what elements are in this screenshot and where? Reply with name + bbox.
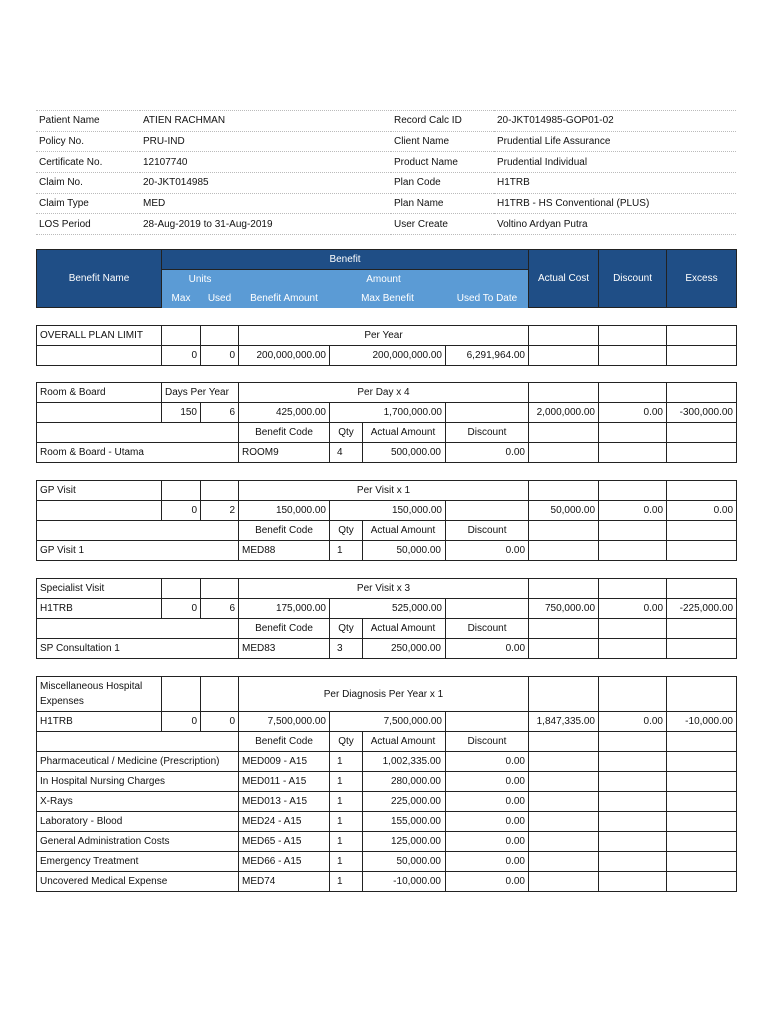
info-value: Prudential Life Assurance bbox=[494, 131, 736, 152]
section-name: Miscellaneous Hospital Expenses bbox=[37, 677, 162, 712]
info-value: ATIEN RACHMAN bbox=[140, 111, 391, 132]
item-qty: 1 bbox=[330, 872, 363, 891]
section-name: OVERALL PLAN LIMIT bbox=[37, 326, 162, 346]
info-label: User Create bbox=[391, 214, 494, 235]
info-label: Certificate No. bbox=[36, 152, 140, 173]
item-discount: 0.00 bbox=[446, 792, 529, 812]
sub-header-qty: Qty bbox=[330, 521, 363, 540]
sub-header-benefit-code: Benefit Code bbox=[239, 521, 330, 541]
item-qty: 1 bbox=[330, 812, 363, 831]
item-qty: 1 bbox=[330, 541, 363, 560]
item-name: Emergency Treatment bbox=[37, 852, 239, 872]
header-discount: Discount bbox=[599, 250, 667, 308]
actual-cost: 1,847,335.00 bbox=[529, 712, 599, 732]
header-max: Max bbox=[162, 289, 201, 308]
item-discount: 0.00 bbox=[446, 639, 529, 659]
sub-header-benefit-code: Benefit Code bbox=[239, 732, 330, 752]
header-used-to-date: Used To Date bbox=[446, 289, 529, 308]
info-label: Client Name bbox=[391, 131, 494, 152]
sub-header-actual-amount: Actual Amount bbox=[370, 623, 436, 634]
discount: 0.00 bbox=[599, 501, 667, 521]
item-amount: 250,000.00 bbox=[390, 643, 441, 654]
units-used: 6 bbox=[201, 599, 239, 619]
excess: 0.00 bbox=[667, 501, 737, 521]
excess: -300,000.00 bbox=[667, 403, 737, 423]
item-amount: -10,000.00 bbox=[393, 876, 441, 887]
section-name: Room & Board bbox=[37, 383, 162, 403]
item-qty: 1 bbox=[330, 832, 363, 851]
used-to-date: 6,291,964.00 bbox=[446, 346, 529, 366]
plan-code: H1TRB bbox=[37, 712, 162, 732]
item-discount: 0.00 bbox=[446, 812, 529, 832]
item-name: X-Rays bbox=[37, 792, 239, 812]
item-name: In Hospital Nursing Charges bbox=[37, 772, 239, 792]
item-discount: 0.00 bbox=[446, 832, 529, 852]
section-period: Per Visit x 3 bbox=[239, 579, 529, 599]
table-row bbox=[37, 443, 737, 463]
discount: 0.00 bbox=[599, 599, 667, 619]
item-qty: 1 bbox=[330, 772, 363, 791]
info-label: Product Name bbox=[391, 152, 494, 173]
sub-header-actual-amount: Actual Amount bbox=[370, 427, 436, 438]
item-qty: 1 bbox=[330, 752, 363, 771]
sub-header-discount: Discount bbox=[446, 619, 529, 639]
sub-header-actual-amount: Actual Amount bbox=[370, 525, 436, 536]
units-max: 0 bbox=[162, 501, 201, 521]
item-qty: 1 bbox=[330, 792, 363, 811]
info-label: Claim No. bbox=[36, 173, 140, 194]
max-benefit: 525,000.00 bbox=[330, 599, 446, 619]
section-period: Per Visit x 1 bbox=[239, 481, 529, 501]
item-amount: 280,000.00 bbox=[390, 776, 441, 787]
item-code: MED65 - A15 bbox=[239, 832, 330, 852]
info-value: PRU-IND bbox=[140, 131, 391, 152]
item-code: MED83 bbox=[239, 639, 330, 659]
item-discount: 0.00 bbox=[446, 852, 529, 872]
info-value: MED bbox=[140, 193, 391, 214]
section-period: Per Year bbox=[239, 326, 529, 346]
table-row bbox=[37, 541, 737, 561]
sub-header-discount: Discount bbox=[446, 521, 529, 541]
item-code: MED013 - A15 bbox=[239, 792, 330, 812]
benefit-amount: 7,500,000.00 bbox=[239, 712, 330, 732]
item-code: MED74 bbox=[239, 872, 330, 892]
sub-header-qty-amount bbox=[330, 423, 446, 443]
max-benefit: 1,700,000.00 bbox=[330, 403, 446, 423]
benefit-amount: 150,000.00 bbox=[239, 501, 330, 521]
item-amount: 125,000.00 bbox=[390, 836, 441, 847]
units-max: 0 bbox=[162, 712, 201, 732]
item-amount: 500,000.00 bbox=[390, 447, 441, 458]
item-qty: 3 bbox=[330, 639, 363, 658]
item-amount: 1,002,335.00 bbox=[382, 756, 441, 767]
info-value: 12107740 bbox=[140, 152, 391, 173]
info-value: Voltino Ardyan Putra bbox=[494, 214, 736, 235]
units-max: 0 bbox=[162, 599, 201, 619]
benefit-header bbox=[36, 249, 737, 308]
item-name: GP Visit 1 bbox=[37, 541, 239, 561]
item-amount: 50,000.00 bbox=[396, 545, 441, 556]
item-name: Pharmaceutical / Medicine (Prescription) bbox=[37, 752, 239, 772]
units-used: 0 bbox=[201, 712, 239, 732]
units-used: 2 bbox=[201, 501, 239, 521]
table-row bbox=[37, 832, 737, 852]
sub-header-discount: Discount bbox=[446, 732, 529, 752]
info-label: Patient Name bbox=[36, 111, 140, 132]
item-name: Laboratory - Blood bbox=[37, 812, 239, 832]
units-label: Days Per Year bbox=[162, 383, 239, 403]
item-name: SP Consultation 1 bbox=[37, 639, 239, 659]
gp-visit-section bbox=[36, 480, 737, 561]
header-excess: Excess bbox=[667, 250, 737, 308]
info-row bbox=[36, 111, 736, 132]
section-name: Specialist Visit bbox=[37, 579, 162, 599]
info-value: 20-JKT014985-GOP01-02 bbox=[494, 111, 736, 132]
benefit-amount: 175,000.00 bbox=[239, 599, 330, 619]
info-label: Record Calc ID bbox=[391, 111, 494, 132]
item-qty: 4 bbox=[330, 443, 363, 462]
sub-header-qty: Qty bbox=[330, 619, 363, 638]
info-row bbox=[36, 214, 736, 235]
info-label: Plan Code bbox=[391, 173, 494, 194]
max-benefit: 7,500,000.00 bbox=[330, 712, 446, 732]
overall-plan-section bbox=[36, 325, 737, 366]
info-value: H1TRB bbox=[494, 173, 736, 194]
item-code: MED24 - A15 bbox=[239, 812, 330, 832]
info-label: LOS Period bbox=[36, 214, 140, 235]
info-row bbox=[36, 193, 736, 214]
actual-cost: 2,000,000.00 bbox=[529, 403, 599, 423]
item-amount: 50,000.00 bbox=[396, 856, 441, 867]
actual-cost: 750,000.00 bbox=[529, 599, 599, 619]
info-row bbox=[36, 173, 736, 194]
table-row bbox=[37, 792, 737, 812]
header-benefit: Benefit bbox=[162, 250, 529, 270]
item-name: General Administration Costs bbox=[37, 832, 239, 852]
info-value: H1TRB - HS Conventional (PLUS) bbox=[494, 193, 736, 214]
item-code: MED011 - A15 bbox=[239, 772, 330, 792]
sub-header-qty: Qty bbox=[330, 732, 363, 751]
table-row bbox=[37, 639, 737, 659]
units-max: 150 bbox=[162, 403, 201, 423]
discount: 0.00 bbox=[599, 712, 667, 732]
table-row bbox=[37, 752, 737, 772]
header-actual-cost: Actual Cost bbox=[529, 250, 599, 308]
item-discount: 0.00 bbox=[446, 872, 529, 892]
room-board-section bbox=[36, 382, 737, 463]
item-amount: 155,000.00 bbox=[390, 816, 441, 827]
actual-cost: 50,000.00 bbox=[529, 501, 599, 521]
info-label: Plan Name bbox=[391, 193, 494, 214]
benefit-amount: 425,000.00 bbox=[239, 403, 330, 423]
header-used: Used bbox=[201, 289, 239, 308]
max-benefit: 200,000,000.00 bbox=[330, 346, 446, 366]
item-code: MED88 bbox=[239, 541, 330, 561]
section-period: Per Day x 4 bbox=[239, 383, 529, 403]
table-row bbox=[37, 852, 737, 872]
item-qty: 1 bbox=[330, 852, 363, 871]
sub-header-discount: Discount bbox=[446, 423, 529, 443]
benefit-amount: 200,000,000.00 bbox=[239, 346, 330, 366]
item-code: MED66 - A15 bbox=[239, 852, 330, 872]
header-benefit-amount: Benefit Amount bbox=[239, 289, 330, 308]
item-code: MED009 - A15 bbox=[239, 752, 330, 772]
item-discount: 0.00 bbox=[446, 752, 529, 772]
header-benefit-name: Benefit Name bbox=[37, 250, 162, 308]
item-discount: 0.00 bbox=[446, 541, 529, 561]
table-row bbox=[37, 872, 737, 892]
section-period: Per Diagnosis Per Year x 1 bbox=[239, 677, 529, 712]
claim-info-table bbox=[36, 110, 736, 235]
info-value: 28-Aug-2019 to 31-Aug-2019 bbox=[140, 214, 391, 235]
table-row bbox=[37, 812, 737, 832]
table-row bbox=[37, 772, 737, 792]
max-benefit: 150,000.00 bbox=[330, 501, 446, 521]
discount: 0.00 bbox=[599, 403, 667, 423]
item-discount: 0.00 bbox=[446, 443, 529, 463]
info-row bbox=[36, 131, 736, 152]
info-label: Policy No. bbox=[36, 131, 140, 152]
misc-expenses-section bbox=[36, 676, 737, 892]
sub-header-actual-amount: Actual Amount bbox=[370, 736, 436, 747]
units-used: 0 bbox=[201, 346, 239, 366]
header-max-benefit: Max Benefit bbox=[330, 289, 446, 308]
info-row bbox=[36, 152, 736, 173]
excess: -10,000.00 bbox=[667, 712, 737, 732]
header-units: Units bbox=[162, 270, 239, 289]
info-label: Claim Type bbox=[36, 193, 140, 214]
section-name: GP Visit bbox=[37, 481, 162, 501]
info-value: 20-JKT014985 bbox=[140, 173, 391, 194]
sub-header-benefit-code: Benefit Code bbox=[239, 619, 330, 639]
sub-header-benefit-code: Benefit Code bbox=[239, 423, 330, 443]
specialist-visit-section bbox=[36, 578, 737, 659]
excess: -225,000.00 bbox=[667, 599, 737, 619]
info-value: Prudential Individual bbox=[494, 152, 736, 173]
plan-code: H1TRB bbox=[37, 599, 162, 619]
sub-header-qty: Qty bbox=[330, 423, 363, 442]
item-discount: 0.00 bbox=[446, 772, 529, 792]
item-amount: 225,000.00 bbox=[390, 796, 441, 807]
item-name: Room & Board - Utama bbox=[37, 443, 239, 463]
units-used: 6 bbox=[201, 403, 239, 423]
item-name: Uncovered Medical Expense bbox=[37, 872, 239, 892]
item-code: ROOM9 bbox=[239, 443, 330, 463]
header-amount: Amount bbox=[239, 270, 529, 289]
units-max: 0 bbox=[162, 346, 201, 366]
